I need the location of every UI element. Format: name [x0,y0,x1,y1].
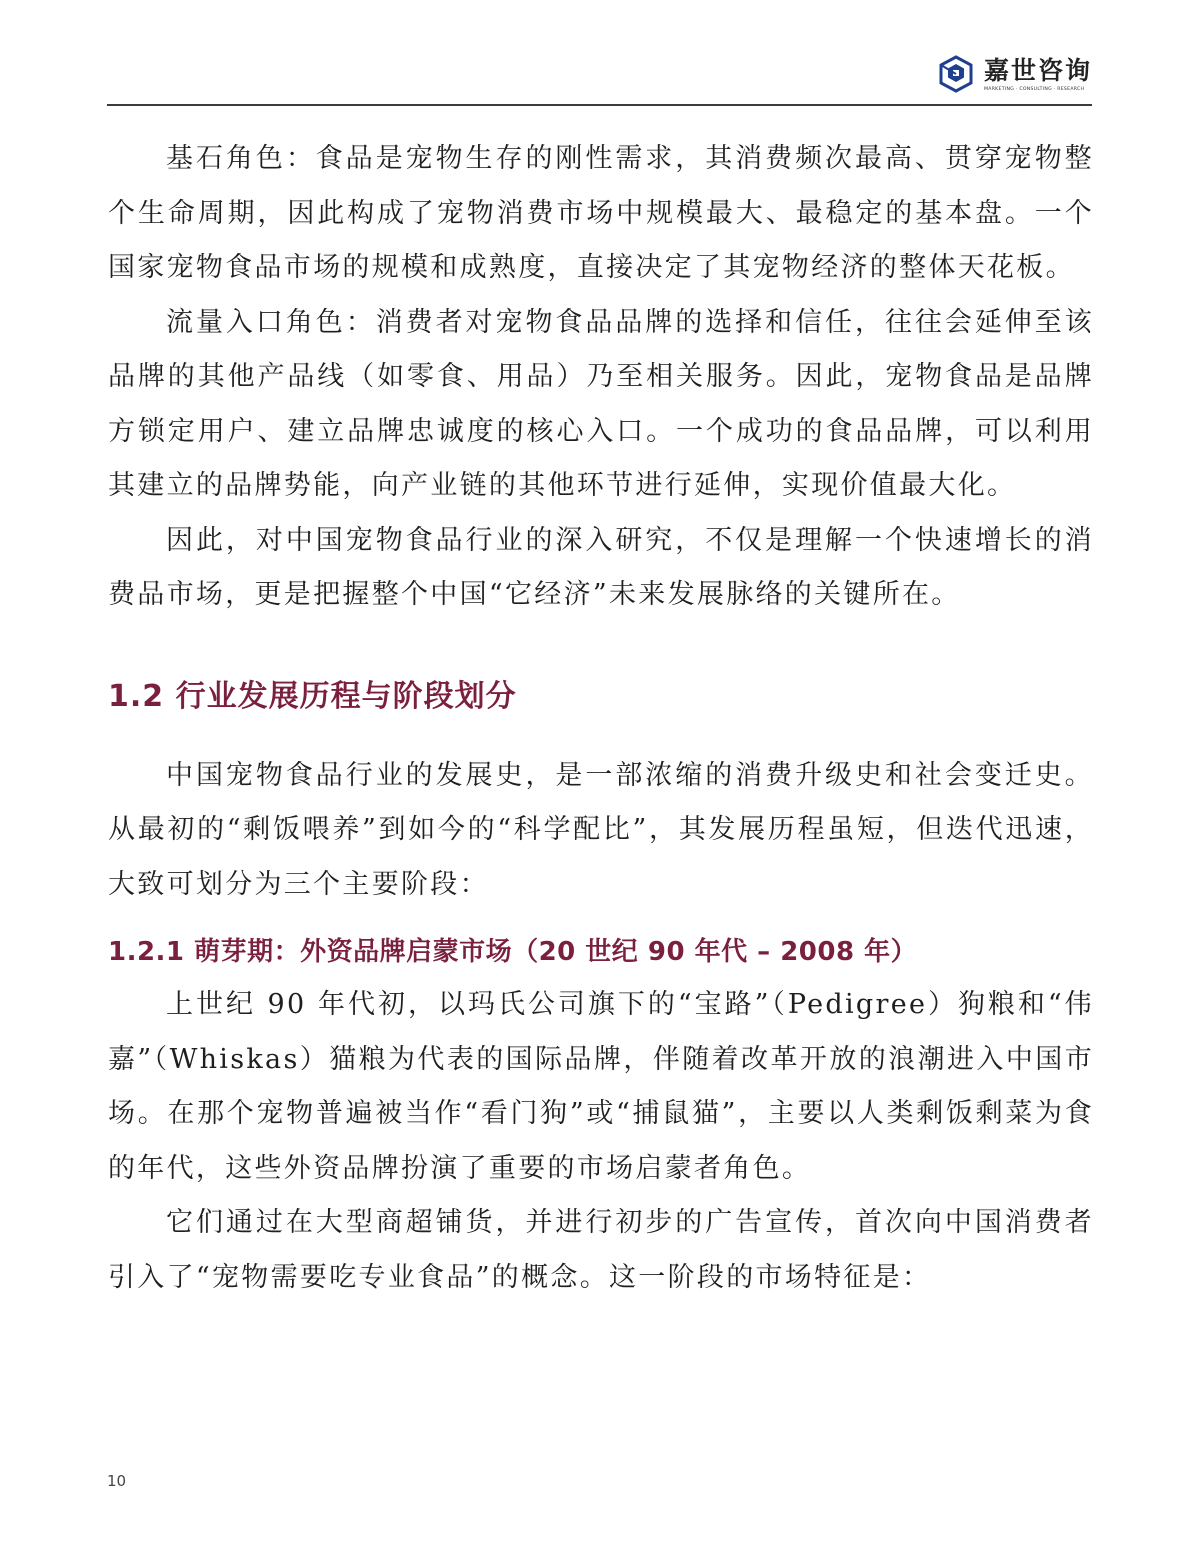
page-header [107,40,1092,104]
subsection-heading: 1.2.1 萌芽期：外资品牌启蒙市场（20 世纪 90 年代 – 2008 年） [108,937,918,967]
page-number: 10 [107,1472,127,1490]
paragraph-foreign-brands: 上世纪 90 年代初，以玛氏公司旗下的“宝路”（Pedigree）狗粮和“伟嘉”（Whiskas）猫粮为代表的国际品牌，伴随着改革开放的浪潮进入中国市场。在那个宠物普遍被当作“看门狗”或“捕鼠猫”，主要以人类剩饭剩菜为食的年代，这些外资品牌扮演了重要的市场启蒙者角色。 [108,989,1094,1184]
paragraph-market-features: 它们通过在大型商超铺货，并进行初步的广告宣传，首次向中国消费者引入了“宠物需要吃专业食品”的概念。这一阶段的市场特征是： [108,1207,1094,1293]
section-heading: 1.2 行业发展历程与阶段划分 [108,678,517,714]
paragraph-history-intro: 中国宠物食品行业的发展史，是一部浓缩的消费升级史和社会变迁史。从最初的“剩饭喂养”到如今的“科学配比”，其发展历程虽短，但迭代迅速，大致可划分为三个主要阶段： [108,759,1094,900]
company-logo-icon [936,54,976,94]
header-divider [107,104,1092,106]
paragraph-conclusion: 因此，对中国宠物食品行业的深入研究，不仅是理解一个快速增长的消费品市场，更是把握整个中国“它经济”未来发展脉络的关键所在。 [108,524,1094,610]
paragraph-traffic-entry-role: 流量入口角色：消费者对宠物食品品牌的选择和信任，往往会延伸至该品牌的其他产品线（如零食、用品）乃至相关服务。因此，宠物食品是品牌方锁定用户、建立品牌忠诚度的核心入口。一个成功的食品品牌，可以利用其建立的品牌势能，向产业链的其他环节进行延伸，实现价值最大化。 [108,306,1094,501]
company-logo [936,54,1092,94]
logo-tagline: MARKETING · CONSULTING · RESEARCH [983,86,1085,92]
page-content [108,132,1094,1305]
paragraph-cornerstone-role: 基石角色：食品是宠物生存的刚性需求，其消费频次最高、贯穿宠物整个生命周期，因此构成了宠物消费市场中规模最大、最稳定的基本盘。一个国家宠物食品市场的规模和成熟度，直接决定了其宠物经济的整体天花板。 [108,143,1094,283]
logo-name: 嘉世咨询 [983,55,1092,85]
